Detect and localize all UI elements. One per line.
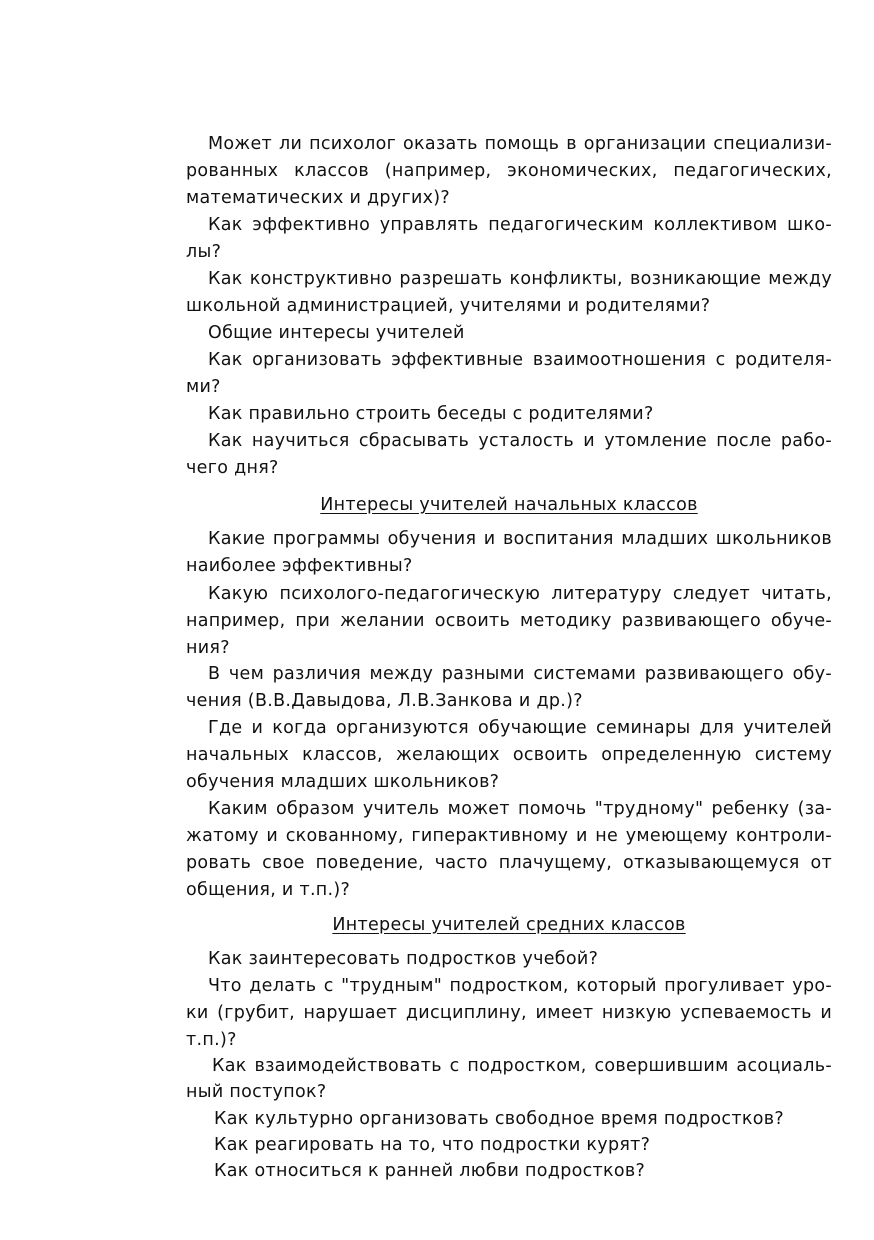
- paragraph-line: жатому и скованному, гиперактивному и не умеющему контроли-: [186, 826, 832, 846]
- paragraph-line: Как правильно строить беседы с родителями?: [208, 404, 654, 424]
- paragraph-line: Как организовать эффективные взаимоотношения с родителя-: [208, 350, 832, 370]
- paragraph-line: Как эффективно управлять педагогическим коллективом шко-: [208, 215, 832, 235]
- paragraph-line: Как относиться к ранней любви подростков?: [214, 1161, 646, 1181]
- paragraph-line: рованных классов (например, экономических, педагогических,: [186, 161, 832, 181]
- paragraph-line: ровать свое поведение, часто плачущему, отказывающемуся от: [186, 853, 832, 873]
- paragraph-line: Где и когда организуются обучающие семинары для учителей: [208, 718, 832, 738]
- paragraph-line: школьной администрацией, учителями и родителями?: [186, 296, 711, 316]
- section-heading: Интересы учителей начальных классов: [320, 495, 698, 515]
- paragraph-line: Что делать с "трудным" подростком, который прогуливает уро-: [208, 976, 832, 996]
- paragraph-line: Как культурно организовать свободное время подростков?: [214, 1109, 784, 1129]
- section-heading: Интересы учителей средних классов: [332, 915, 686, 935]
- paragraph-line: Общие интересы учителей: [208, 323, 465, 343]
- paragraph-line: Какие программы обучения и воспитания младших школьников: [208, 529, 832, 549]
- paragraph-line: Как конструктивно разрешать конфликты, возникающие между: [208, 269, 832, 289]
- paragraph-line: ми?: [186, 377, 221, 397]
- paragraph-line: математических и других)?: [186, 188, 451, 208]
- paragraph-line: ния?: [186, 638, 230, 658]
- paragraph-line: Может ли психолог оказать помощь в организации специализи-: [208, 134, 832, 154]
- paragraph-line: Как заинтересовать подростков учебой?: [208, 949, 599, 969]
- paragraph-line: В чем различия между разными системами развивающего обу-: [208, 664, 832, 684]
- paragraph-line: т.п.)?: [186, 1030, 237, 1050]
- paragraph-line: лы?: [186, 242, 222, 262]
- paragraph-line: ки (грубит, нарушает дисциплину, имеет низкую успеваемость и: [186, 1003, 832, 1023]
- paragraph-line: чения (В.В.Давыдова, Л.В.Занкова и др.)?: [186, 691, 583, 711]
- paragraph-line: общения, и т.п.)?: [186, 880, 351, 900]
- paragraph-line: например, при желании освоить методику развивающего обуче-: [186, 611, 832, 631]
- paragraph-line: Как взаимодействовать с подростком, совершившим асоциаль-: [212, 1056, 832, 1076]
- paragraph-line: ный поступок?: [186, 1082, 327, 1102]
- paragraph-line: чего дня?: [186, 458, 279, 478]
- paragraph-line: начальных классов, желающих освоить определенную систему: [186, 745, 832, 765]
- paragraph-line: Какую психолого-педагогическую литературу следует читать,: [208, 584, 832, 604]
- paragraph-line: Как научиться сбрасывать усталость и утомление после рабо-: [208, 431, 832, 451]
- paragraph-line: Каким образом учитель может помочь "трудному" ребенку (за-: [208, 799, 832, 819]
- paragraph-line: обучения младших школьников?: [186, 772, 500, 792]
- paragraph-line: наиболее эффективны?: [186, 556, 413, 576]
- paragraph-line: Как реагировать на то, что подростки курят?: [214, 1135, 651, 1155]
